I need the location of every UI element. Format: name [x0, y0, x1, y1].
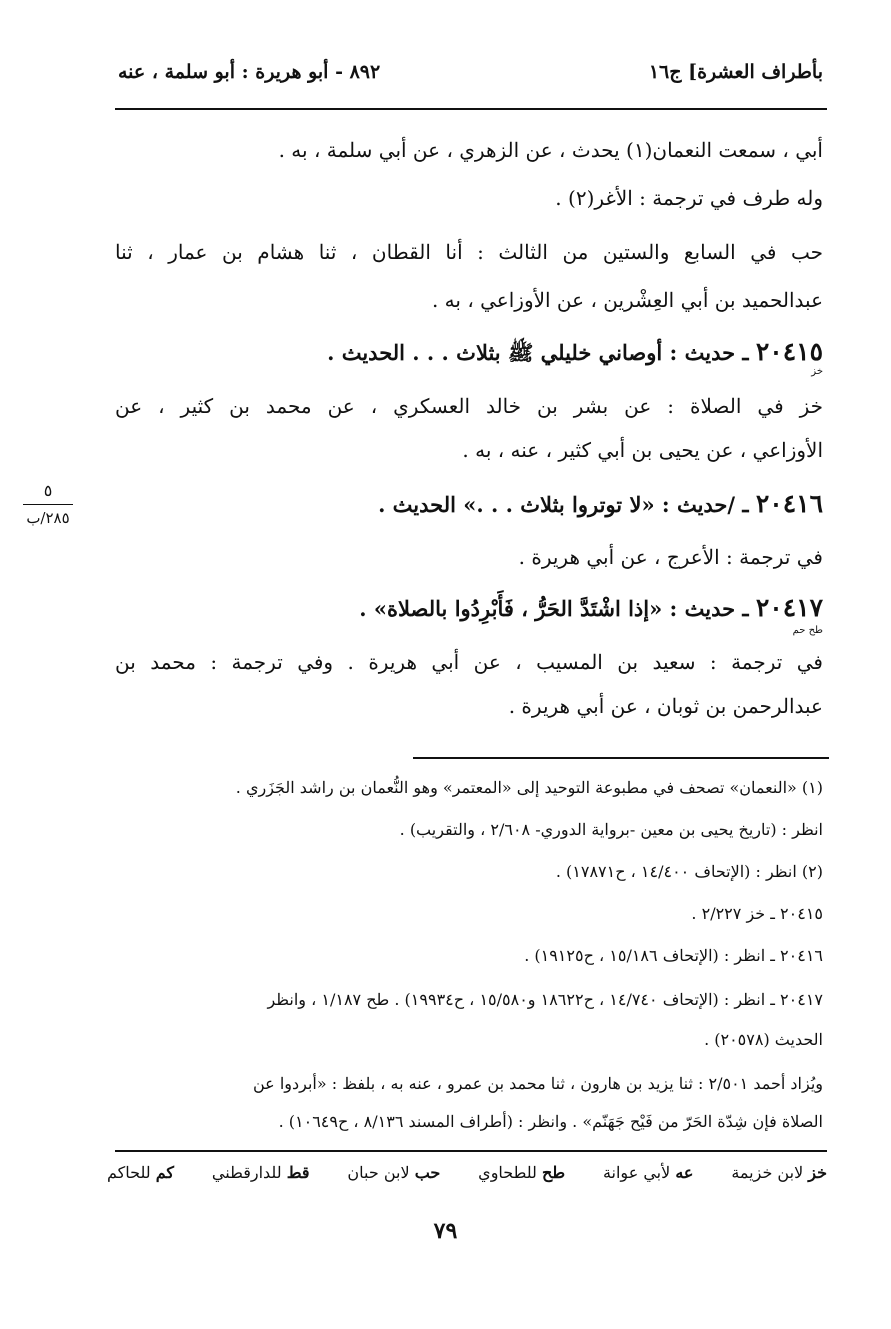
source-abbreviation: طح حم [792, 625, 823, 636]
footnote-line: (٢) انظر : (الإتحاف ١٤/٤٠٠ ، ح١٧٨٧١) . [555, 862, 823, 881]
running-header [118, 52, 823, 92]
paragraph-line: الأوزاعي ، عن يحيى بن أبي كثير ، عنه ، به . [462, 438, 823, 462]
source-abbreviation: خز [811, 366, 823, 377]
folio-number: ٢٨٥/ب [26, 509, 70, 527]
paragraph-line: وله طرف في ترجمة : الأغر(٢) . [555, 186, 823, 210]
manuscript-folio-note [16, 481, 80, 527]
paragraph-line: عبدالرحمن بن ثوبان ، عن أبي هريرة . [508, 694, 823, 718]
footnote-line: الصلاة فإن شِدّة الحَرّ من فَيْح جَهَنّم» . وانظر : (أطراف المسند ٨/١٣٦ ، ح١٠٦٤٩) . [278, 1112, 823, 1131]
footnote-line: ٢٠٤١٧ ـ انظر : (الإتحاف ١٤/٧٤٠ ، ح١٨٦٢٢ و١٥/٥٨٠ ، ح١٩٩٣٤) . طح ١/١٨٧ ، وانظر [267, 990, 823, 1009]
folio-mark: ٥ [43, 481, 53, 500]
footnote-rule [413, 757, 829, 759]
paragraph-line: حب في السابع والستين من الثالث : أنا القطان ، ثنا هشام بن عمار ، ثنا [115, 240, 823, 264]
hadith-heading [115, 337, 823, 366]
footnote-line: ٢٠٤١٦ ـ انظر : (الإتحاف ١٥/١٨٦ ، ح١٩١٢٥) . [524, 946, 823, 965]
paragraph-line: أبي ، سمعت النعمان(١) يحدث ، عن الزهري ، عن أبي سلمة ، به . [278, 138, 823, 162]
paragraph-line: عبدالحميد بن أبي العِشْرين ، عن الأوزاعي ، به . [431, 288, 823, 312]
folio-rule [23, 504, 73, 505]
sigla-item: حب لابن حبان [347, 1163, 441, 1182]
footnote-line: الحديث (٢٠٥٧٨) . [704, 1030, 823, 1049]
hadith-title: ـ حديث : «إذا اشْتَدَّ الحَرُّ ، فَأَبْرِدُوا بالصلاة» . [359, 596, 749, 621]
sigla-legend [107, 1163, 827, 1182]
sigla-item: قط للدارقطني [211, 1163, 310, 1182]
hadith-heading [115, 593, 823, 622]
footnote-line: ٢٠٤١٥ ـ خز ٢/٢٢٧ . [691, 904, 823, 923]
footnote-line: ويُزاد أحمد ٢/٥٠١ : ثنا يزيد بن هارون ، ثنا محمد بن عمرو ، عنه به ، بلفظ : «أبردوا عن [253, 1074, 823, 1093]
hadith-number: ٢٠٤١٥ [755, 337, 823, 366]
sigla-rule [115, 1150, 827, 1152]
page-number: ٧٩ [433, 1218, 458, 1244]
paragraph-line: خز في الصلاة : عن بشر بن خالد العسكري ، عن محمد بن كثير ، عن [115, 394, 823, 418]
hadith-heading [115, 489, 823, 518]
footnote-line: انظر : (تاريخ يحيى بن معين -برواية الدوري- ٢/٦٠٨ ، والتقريب) . [399, 820, 823, 839]
sigla-item: كم للحاكم [107, 1163, 175, 1182]
paragraph-line: في ترجمة : سعيد بن المسيب ، عن أبي هريرة . وفي ترجمة : محمد بن [115, 650, 823, 674]
paragraph-line: في ترجمة : الأعرج ، عن أبي هريرة . [518, 545, 823, 569]
sigla-item: طح للطحاوي [478, 1163, 566, 1182]
sigla-item: خز لابن خزيمة [731, 1163, 827, 1182]
header-section-title: ٨٩٢ - أبو هريرة : أبو سلمة ، عنه [118, 61, 381, 83]
hadith-title: ـ حديث : أوصاني خليلي ﷺ بثلاث . . . الحديث . [327, 340, 749, 365]
header-book-title: بأطراف العشرة] ج١٦ [648, 61, 823, 83]
header-rule [115, 108, 827, 110]
hadith-title: ـ /حديث : «لا توتروا بثلاث . . .» الحديث . [378, 492, 749, 517]
footnote-line: (١) «النعمان» تصحف في مطبوعة التوحيد إلى «المعتمر» وهو النُّعمان بن راشد الجَزَري . [235, 778, 823, 797]
hadith-number: ٢٠٤١٦ [755, 489, 823, 518]
sigla-item: عه لأبي عوانة [602, 1163, 694, 1182]
hadith-number: ٢٠٤١٧ [755, 593, 823, 622]
